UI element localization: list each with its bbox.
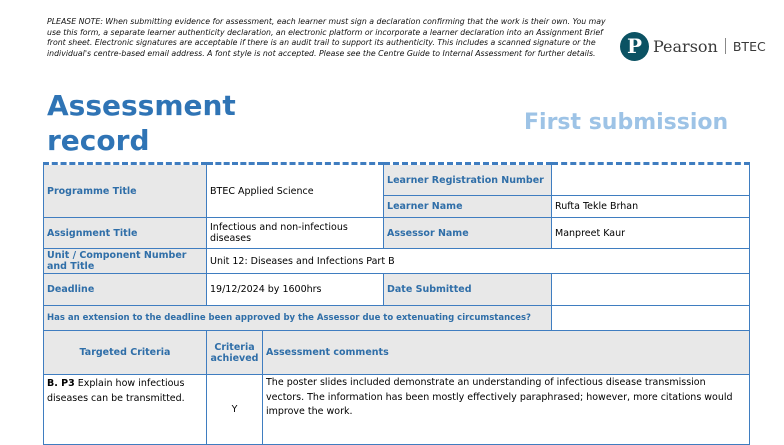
table-row bbox=[44, 218, 750, 249]
programme-title-label: Programme Title bbox=[44, 164, 207, 218]
assessor-name-value: Manpreet Kaur bbox=[552, 218, 750, 249]
page-title-line1: Assessment bbox=[47, 89, 236, 122]
logo-divider bbox=[725, 38, 726, 54]
criteria-header-row bbox=[44, 331, 750, 375]
page-title-line2: record bbox=[47, 124, 150, 157]
pearson-btec-logo bbox=[620, 30, 766, 62]
page-title bbox=[47, 88, 236, 158]
criteria-achieved-cell: Y bbox=[207, 375, 263, 445]
date-submitted-value bbox=[552, 274, 750, 306]
deadline-value: 19/12/2024 by 1600hrs bbox=[207, 274, 384, 306]
pearson-logo-icon: P bbox=[620, 32, 649, 61]
deadline-label: Deadline bbox=[44, 274, 207, 306]
targeted-criteria-header: Targeted Criteria bbox=[44, 331, 207, 375]
table-row bbox=[44, 249, 750, 274]
assessment-record-table bbox=[43, 162, 750, 445]
learner-registration-label: Learner Registration Number bbox=[384, 164, 552, 196]
assessment-comment-cell: The poster slides included demonstrate an understanding of infectious disease transmission vectors. The information has been mostly effectively paraphrased; however, more citations would improve the work. bbox=[263, 375, 750, 445]
targeted-criteria-cell bbox=[44, 375, 207, 445]
criteria-achieved-header: Criteria achieved bbox=[207, 331, 263, 375]
unit-component-label: Unit / Component Number and Title bbox=[44, 249, 207, 274]
submission-status: First submission bbox=[524, 110, 729, 135]
criteria-code: B. P3 bbox=[47, 378, 75, 389]
criteria-row bbox=[44, 375, 750, 445]
assessor-name-label: Assessor Name bbox=[384, 218, 552, 249]
criteria-description: Explain how infectious diseases can be transmitted. bbox=[47, 378, 185, 404]
pearson-wordmark: Pearson bbox=[653, 36, 718, 56]
learner-name-value: Rufta Tekle Brhan bbox=[552, 196, 750, 218]
date-submitted-label: Date Submitted bbox=[384, 274, 552, 306]
assessment-comments-header: Assessment comments bbox=[263, 331, 750, 375]
extension-answer-value bbox=[552, 306, 750, 331]
table-row bbox=[44, 306, 750, 331]
programme-title-value: BTEC Applied Science bbox=[207, 164, 384, 218]
declaration-note: PLEASE NOTE: When submitting evidence for assessment, each learner must sign a declaration confirming that the work is their own. You may use this form, a separate learner authenticity declaration, an electronic platform or incorporate a learner declaration into an Assignment Brief front sheet. Electronic signatures are acceptable if there is an audit trail to support its authenticity. This includes a scanned signature or the individual's centre-based email address. A font style is not accepted. Please see the Centre Guide to Internal Assessment for further details. bbox=[47, 17, 606, 58]
unit-component-value: Unit 12: Diseases and Infections Part B bbox=[207, 249, 750, 274]
learner-registration-value bbox=[552, 164, 750, 196]
learner-name-label: Learner Name bbox=[384, 196, 552, 218]
assignment-title-value: Infectious and non-infectious diseases bbox=[207, 218, 384, 249]
btec-wordmark: BTEC bbox=[732, 38, 766, 54]
extension-question-label: Has an extension to the deadline been approved by the Assessor due to extenuating circumstances? bbox=[44, 306, 552, 331]
assignment-title-label: Assignment Title bbox=[44, 218, 207, 249]
table-row bbox=[44, 164, 750, 196]
table-row bbox=[44, 274, 750, 306]
